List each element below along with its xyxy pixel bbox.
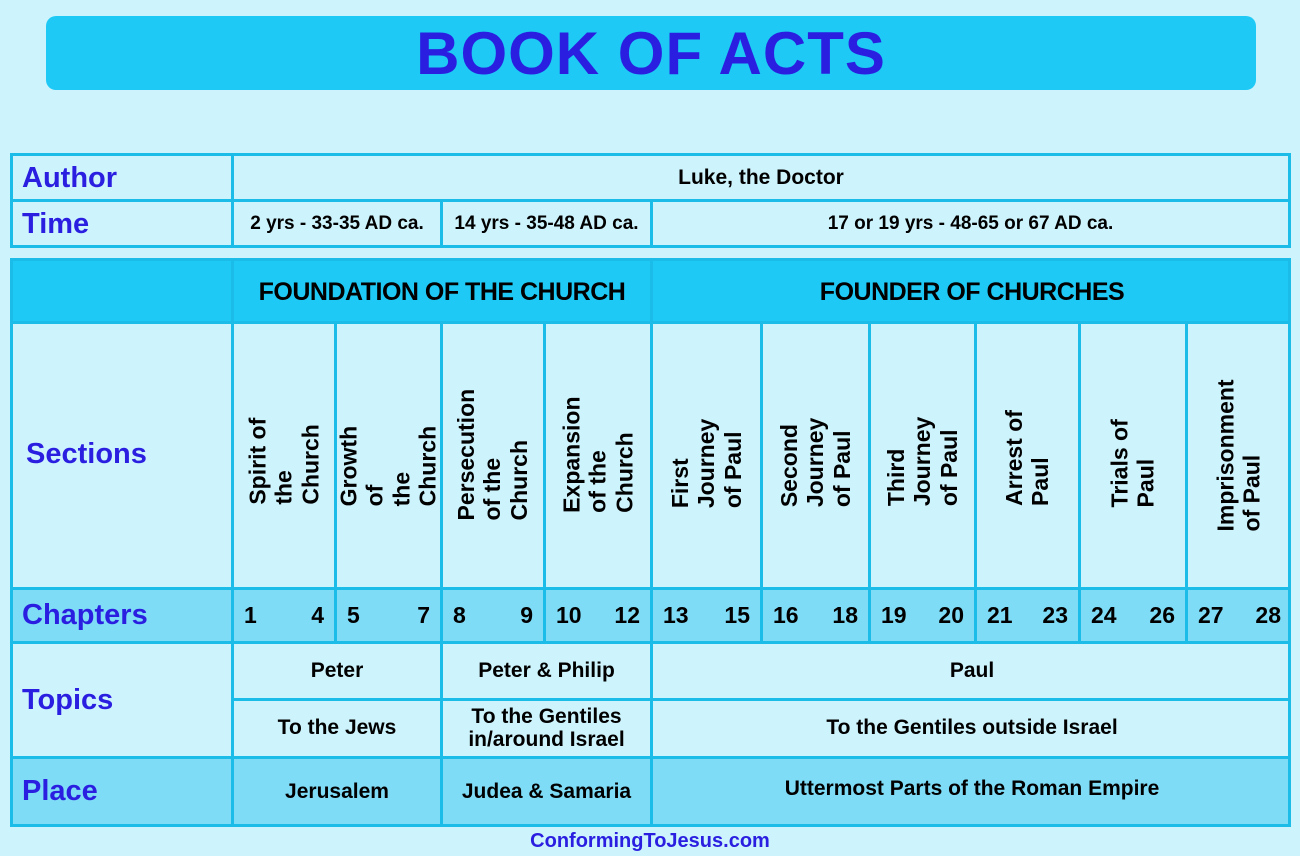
chapters-5: 13 15 — [663, 601, 750, 628]
topic-audience-gentiles-israel: To the Gentiles in/around Israel — [468, 705, 625, 751]
topic-audience-jews: To the Jews — [277, 716, 397, 740]
chapters-7: 19 20 — [881, 601, 964, 628]
section-third-journey: Third Journey of Paul — [882, 417, 962, 507]
footer-site: ConformingToJesus.com — [530, 830, 770, 852]
topic-audience-gentiles-outside: To the Gentiles outside Israel — [826, 716, 1118, 740]
topic-person-peter: Peter — [310, 658, 364, 682]
author-value: Luke, the Doctor — [678, 165, 844, 189]
time-label: Time — [22, 207, 90, 240]
page-title: BOOK OF ACTS — [416, 19, 886, 87]
header-foundation: FOUNDATION OF THE CHURCH — [258, 277, 626, 306]
time-period-1: 2 yrs - 33-35 AD ca. — [250, 213, 424, 235]
chapters-label: Chapters — [22, 598, 148, 631]
section-trials: Trials of Paul — [1106, 418, 1159, 507]
section-growth: Growth of the Church — [335, 426, 441, 507]
section-second-journey: Second Journey of Paul — [775, 418, 855, 508]
time-period-3: 17 or 19 yrs - 48-65 or 67 AD ca. — [827, 213, 1114, 235]
place-roman-empire: Uttermost Parts of the Roman Empire — [784, 776, 1160, 800]
section-spirit: Spirit of the Church — [244, 418, 324, 505]
time-period-2: 14 yrs - 35-48 AD ca. — [454, 213, 639, 235]
author-label: Author — [22, 161, 118, 194]
header-founder: FOUNDER OF CHURCHES — [819, 277, 1125, 306]
chapters-2: 5 7 — [347, 601, 430, 628]
chapters-10: 27 28 — [1198, 601, 1281, 628]
chapters-4: 10 12 — [556, 601, 640, 628]
title-banner — [46, 16, 1256, 90]
section-imprisonment: Imprisonment of Paul — [1213, 378, 1266, 532]
section-expansion: Expansion of the Church — [558, 396, 638, 514]
section-persecution: Persecution of the Church — [453, 389, 533, 521]
topic-person-paul: Paul — [949, 658, 995, 682]
chapters-9: 24 26 — [1091, 601, 1175, 628]
place-jerusalem: Jerusalem — [285, 779, 389, 803]
place-label: Place — [22, 774, 98, 807]
chapters-6: 16 18 — [773, 601, 858, 628]
section-first-journey: First Journey of Paul — [666, 419, 746, 509]
sections-label: Sections — [26, 438, 147, 470]
chapters-8: 21 23 — [987, 601, 1068, 628]
place-judea-samaria: Judea & Samaria — [461, 779, 632, 803]
chapters-1: 1 4 — [244, 601, 324, 628]
topic-person-peter-philip: Peter & Philip — [478, 658, 615, 682]
topics-label: Topics — [22, 683, 114, 716]
chapters-3: 8 9 — [453, 601, 533, 628]
section-arrest: Arrest of Paul — [1001, 409, 1054, 506]
